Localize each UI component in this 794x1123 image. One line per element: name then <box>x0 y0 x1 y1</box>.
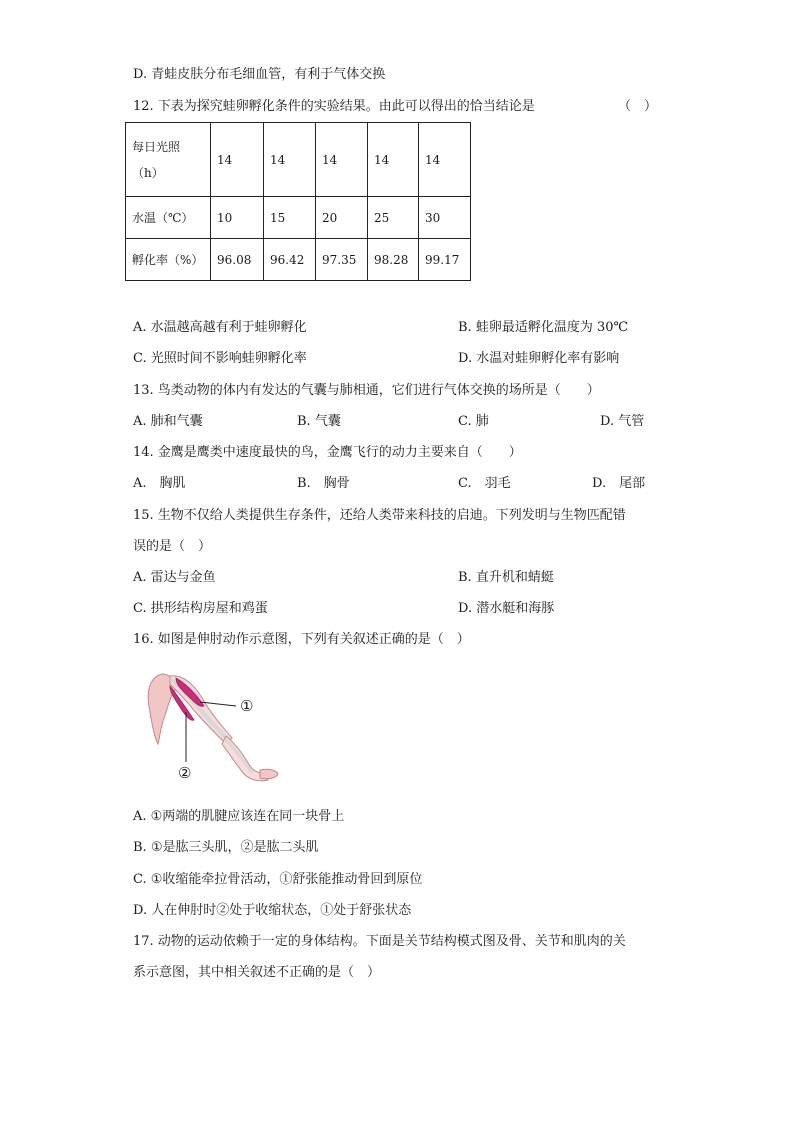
label-1: ① <box>240 697 254 715</box>
table-cell: 14 <box>264 123 316 197</box>
humerus-bone <box>172 680 226 738</box>
table-cell: 96.42 <box>264 239 316 281</box>
question-13: 13. 鸟类动物的体内有发达的气囊与肺相通，它们进行气体交换的场所是（ ） <box>133 383 600 398</box>
option-15-b: B. 直升机和蜻蜓 <box>458 570 554 585</box>
table-cell: 98.28 <box>368 239 419 281</box>
question-15-line1: 15. 生物不仅给人类提供生存条件，还给人类带来科技的启迪。下列发明与生物匹配错 <box>133 508 626 523</box>
row-header-temp: 水温（℃） <box>126 197 211 239</box>
option-13-a: A. 肺和气囊 <box>133 414 203 429</box>
option-16-b: B. ①是肱三头肌，②是肱二头肌 <box>133 840 319 855</box>
option-15-c: C. 拱形结构房屋和鸡蛋 <box>133 601 268 616</box>
hatching-table <box>125 122 471 281</box>
table-cell: 14 <box>368 123 419 197</box>
table-cell: 30 <box>419 197 471 239</box>
option-16-a: A. ①两端的肌腱应该连在同一块骨上 <box>133 809 345 824</box>
table-cell: 14 <box>316 123 368 197</box>
question-17-line1: 17. 动物的运动依赖于一定的身体结构。下面是关节结构模式图及骨、关节和肌肉的关 <box>133 934 626 949</box>
table-cell: 96.08 <box>211 239 264 281</box>
option-13-c: C. 肺 <box>458 414 489 429</box>
table-cell: 15 <box>264 197 316 239</box>
option-16-c: C. ①收缩能牵拉骨活动，①舒张能推动骨回到原位 <box>133 872 423 887</box>
answer-paren-12: （ ） <box>618 99 658 114</box>
hand-shape <box>260 769 278 779</box>
option-12-c: C. 光照时间不影响蛙卵孵化率 <box>133 351 307 366</box>
option-11-d: D. 青蛙皮肤分布毛细血管，有利于气体交换 <box>133 67 386 82</box>
row-header-light <box>126 123 211 197</box>
table-cell: 25 <box>368 197 419 239</box>
row-header-light-line1: 每日光照 <box>132 139 181 154</box>
label-2: ② <box>178 764 192 782</box>
table-cell: 14 <box>211 123 264 197</box>
table-cell: 20 <box>316 197 368 239</box>
question-14: 14. 金鹰是鹰类中速度最快的鸟，金鹰飞行的动力主要来自（ ） <box>133 445 522 460</box>
table-cell: 10 <box>211 197 264 239</box>
question-17-line2: 系示意图，其中相关叙述不正确的是（ ） <box>133 965 381 980</box>
option-14-c: C. 羽毛 <box>458 476 511 491</box>
option-12-b: B. 蛙卵最适孵化温度为 30℃ <box>458 320 629 335</box>
table-row <box>126 239 471 281</box>
table-row <box>126 197 471 239</box>
row-header-light-line2: （h） <box>132 165 164 180</box>
table-cell: 97.35 <box>316 239 368 281</box>
option-13-d: D. 气管 <box>600 414 645 429</box>
elbow-extension-diagram <box>140 664 280 790</box>
table-cell: 14 <box>419 123 471 197</box>
option-15-d: D. 潜水艇和海豚 <box>458 601 555 616</box>
arm-illustration <box>140 664 280 790</box>
option-12-a: A. 水温越高越有利于蛙卵孵化 <box>133 320 307 335</box>
question-12: 12. 下表为探究蛙卵孵化条件的实验结果。由此可以得出的恰当结论是 <box>133 99 535 114</box>
option-12-d: D. 水温对蛙卵孵化率有影响 <box>458 351 620 366</box>
option-13-b: B. 气囊 <box>297 414 341 429</box>
option-16-d: D. 人在伸肘时②处于收缩状态，①处于舒张状态 <box>133 903 412 918</box>
question-15-line2: 误的是（ ） <box>133 539 212 554</box>
question-16: 16. 如图是伸肘动作示意图，下列有关叙述正确的是（ ） <box>133 632 470 647</box>
option-14-a: A. 胸肌 <box>133 476 186 491</box>
option-14-d: D. 尾部 <box>592 476 646 491</box>
table-cell: 99.17 <box>419 239 471 281</box>
row-header-rate: 孵化率（%） <box>126 239 211 281</box>
table-row <box>126 123 471 197</box>
option-14-b: B. 胸骨 <box>297 476 350 491</box>
option-15-a: A. 雷达与金鱼 <box>133 570 216 585</box>
